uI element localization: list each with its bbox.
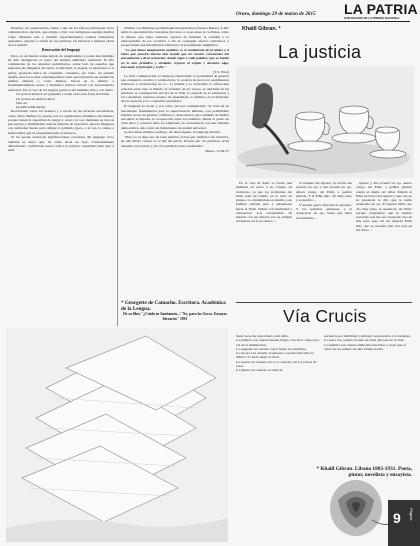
article2-paragraph: la ventana del tejedor, su vecino me reventó un ojo, y me reventé un ojo. Ahora vengo, mi Emir, a pedirte justicia. Y el Emir dijo: -Es muy justo y es justicia ... bbox=[296, 181, 352, 202]
column-divider bbox=[117, 26, 118, 326]
article1-paragraph: La fácil comunicación, la hermosa emotividad, la posibilidad de generar una existencia creativa y satisfactoria, la ocasión de provocar sentimientos interiores y revelaciones de lo... la rebelde y la vivacidad, la refrescante relación entre todo el mundo; la vertiente de los versos, la sabiduría de las palabras, la consagración del Ser de la Vida, lo sagrado de la existencia y los constantes; nuestros propios de aprendizaje, lo efímero, en el horizonte de las esencias y los contenidos profundos. bbox=[121, 73, 229, 104]
article3-text: Siete veces he reprochado a mi alma. La primera vez cuando intentó llegar a los altos cargos por vía de la humillación. La segunda vez cuando cojeó frente los inválidos. La tercera vez cuando al sentarse a su elección entre lo difícil y lo fácil, eligió lo fácil. La cuarta vez cuando erró y se consoló con los yerros de otros. La quinta vez cuando se armó de bbox=[236, 334, 320, 372]
article1-paragraph: A estos fines últimos confluye, sin duda alguna, el lenguaje literario. bbox=[124, 130, 222, 135]
page-label: Página bbox=[409, 508, 414, 521]
page-number: 9 bbox=[393, 510, 401, 526]
article3-headline: Vía Crucis bbox=[283, 306, 367, 326]
masthead-rule bbox=[6, 21, 410, 22]
article1-paragraph: Estamos, en consecuencia, frente a uno de los efectos principales de la comunicación afectiva, que obliga a vivir con vertiginosa energía muchas vidas. Sabiendo leer y asimilar experimentamos cuantas existencias queramos. ¡Ayunos a través de los palabras, las heroicas e intensas vidas de los demás! bbox=[8, 26, 114, 47]
article1-paragraph: Pero, en un mundo sobrecargado de pragmatismo y poder mercantilista ha sido desfigurado el rostro del sistema simbólico universal. El alfa comunicaba de los anuncios publicitarios, sobre todo de aquellos que expresan las imágenes del amor, la felicidad, la alegría, la naturaleza o la patria, aparecen banca de contenido, considero, por tanto, un enorme desafío para los poetas contemporáneos tener que reinventar un sistema de señales alternas o, como dijimos, buscar en lo místico o fundamentalmente oscuro y hermético nuevos valores con trascendencia universal. Tal el caso de los elegíos poéticos del budismo Zen o a la tanka. bbox=[8, 53, 114, 92]
masthead-name: LA PATRIA bbox=[344, 1, 418, 17]
article1-quote: "Pero yo os digo que de toda palabra ociosa que hablaren los hombres, de ella darán cuenta en el día del juicio. Porque por tus palabras serás absuelto como justo, y por tus palabras serás condenado". bbox=[121, 135, 229, 148]
teacup-illustration bbox=[236, 66, 414, 178]
masthead-subtitle: SUB DECANO DE LA PRENSA NACIONAL bbox=[344, 16, 400, 20]
article1-paragraph: Recordando todos los tiempos y a través de las diversas escolásticas, como decía Shelley los poetas son los legisladores anónimos del mundo; porque tienen la capacidad de juzgar y crear a la vez, mediante su don de percepción y sensibilidad, nuevas maneras de expresión, nuevas imágenes con suficiente fuerza para reflejar lo primario (pero, a la vez, lo eterno e inamovible) que va experimentando el universo. bbox=[8, 109, 114, 135]
article1-source: De su libro "¿Cuida en Santiamén..." No, para los Goces. Ensayos literarios" 1991 bbox=[123, 312, 227, 321]
article2-paragraph: Y mandó que le llevaran al zapatero. Y los guardias quedaron, y le arrancaron un ojo, hasta que fuera severamente... bbox=[296, 202, 352, 220]
article3-column1 bbox=[236, 334, 320, 534]
article1-quote: "Lo que llamo imaginación auditiva, es el sentimiento de la sílaba y el ritmo que penetra mucho más hondo que los niveles conscientes del pensamiento y de la sensación, dando vigor a cada palabra; que se hunde en lo más primitivo y olvidado, regresa al origen y devuelve algo, buscando el principio y el fin." bbox=[121, 47, 229, 69]
article3-signature: * Khalil Gibran. Líbano 1883-1931. Poeta, pintor, novelista y ensayista. bbox=[316, 466, 412, 479]
article1-quote-author: (T.S. Eliot) bbox=[213, 69, 229, 74]
article1-poem-author: (Archibal Macleish) bbox=[16, 105, 45, 110]
section-rule bbox=[236, 302, 412, 303]
article3-column2 bbox=[324, 334, 412, 466]
article2-paragraph: En la casa de Emir se formó una multitud en torno a su consejo de Gobierno, ya que los problemas del Emir eran un triunfo en la vida, en grupos. Lo alumbraban en desafío a un hombre atribuía paso y adelantarse hacia el Emir. Señaló con humildad y veneración. Los consentirían. Se mezcló con encontrado por su antigua severidad, en el su cuerpo ... bbox=[236, 181, 292, 224]
article2-column1 bbox=[236, 181, 292, 301]
article1-paragraph: Si los poetas enrarecen significaciones conocidas del lenguaje vivo; también es cierto que; tal como decía un viejo 'constantemente deformando', confiriendo nueva vida a la palabra, tornándola más apta y sutil. bbox=[8, 135, 114, 153]
article1-paragraph: El lenguaje es social y, por tanto, proceso comunicativo. Se trata de un mecanismo fundamental para la supervivencia humana, con posibilidad, muchas veces, de generar conflictos y desacuerdos, pero también de mediar encontrar el impulso la cooperación entre los hombres. Desde el punto de vista ético y racional debe ser empleado en consonancia con una armonía democrática, sino como un instrumento de unidad universal. bbox=[121, 104, 229, 130]
article2-column2 bbox=[296, 181, 352, 301]
article2-paragraph: tejedor y me reventé un ojo. Ahora vengo, mi Emir, a pedirte justicia contra el dueño del taller. Mandó el Emir en busca del tejedor y una vez en su presencia le dijo que le había arrancado un ojo. El tejedor habló así: -Es muy justo tu sentencia, mi Emir, porque comprendo que la justicia prescribe que me sea arrancado uno de mis ojos; pero mi ser ignoran Emir mío, que yo necesito mis dos ojos en mi oficio ... bbox=[356, 181, 412, 232]
article1-signature-block bbox=[121, 300, 229, 328]
article1-paragraph: bilidad, con múltiples posibilidades interpretativas (Susana Reiser). A ello suma la aproximación consciente del verso a cosas antes no verbales, como la música que logra atributos capaces de iluminar la realidad y la universalidad de los vocablos a fin de conseguir afectos armónicos y proporcionar una información adicional a la propiamente lingüística. bbox=[121, 26, 229, 47]
masthead-date: Oruro, domingo 29 de marzo de 2015 bbox=[236, 11, 316, 17]
article2-column3 bbox=[356, 181, 412, 301]
article2-headline: La justicia bbox=[278, 42, 362, 62]
article1-signature: * Georgette de Camacho. Escritora. Académica de la Lengua. bbox=[121, 300, 226, 313]
article3-text: paciencia por debilidad y atribuyó su paciencia a la fortaleza. La sexta vez cuando levantó su falda del lodo de la vida. La séptima vez cuando salmodió ante Dios y creyó que el canto de los salmos era una virtud en ella. bbox=[324, 334, 411, 351]
article1-poem: Un poema debiera ser palpable y mudo como una fruta henchida... Un poema no debiera decir Sino ser bbox=[16, 92, 112, 105]
article2-byline: Khalil Gibran. * bbox=[242, 26, 281, 32]
article1-subheading: Renovación del lenguaje bbox=[41, 48, 81, 53]
rose-illustration bbox=[328, 470, 396, 540]
article1-quote-reference: Mateo, 12:36-37 bbox=[205, 148, 229, 153]
article1-column2 bbox=[121, 26, 229, 302]
paper-boats-illustration bbox=[6, 328, 228, 542]
